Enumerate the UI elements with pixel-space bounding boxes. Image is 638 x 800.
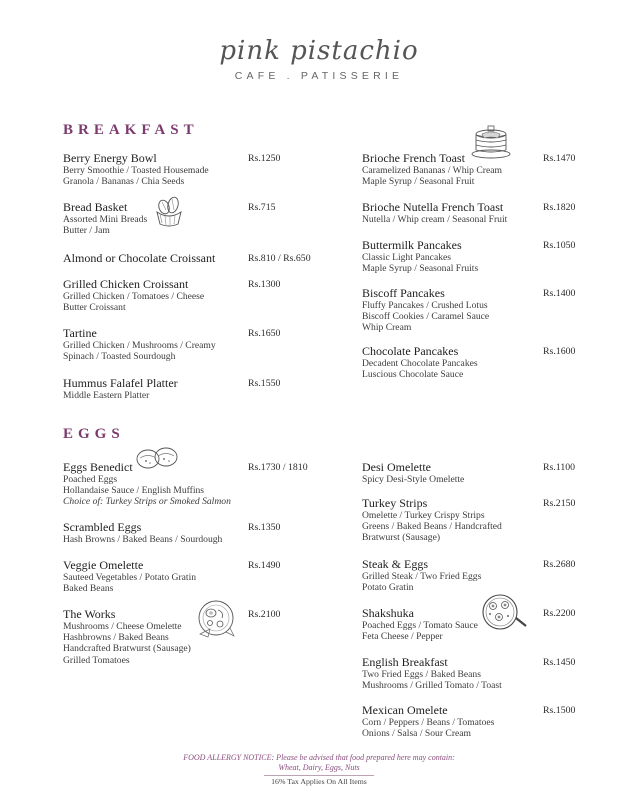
item-price: Rs.1300 [248, 279, 281, 290]
item-desc: Bratwurst (Sausage) [362, 532, 441, 544]
allergy-notice-line2: Wheat, Dairy, Eggs, Nuts [278, 763, 360, 772]
brand-name: pink pistachio [219, 36, 419, 66]
item-name: Bread Basket [63, 200, 128, 214]
item-price: Rs.1450 [543, 657, 576, 668]
item-price: Rs.1050 [543, 240, 576, 251]
item-desc: Hashbrowns / Baked Beans [63, 632, 169, 644]
item-name: Veggie Omelette [63, 558, 144, 572]
item-name: Chocolate Pancakes [362, 344, 459, 358]
item-desc: Grilled Chicken / Tomatoes / Cheese [63, 291, 205, 302]
item-desc: Granola / Bananas / Chia Seeds [63, 176, 185, 188]
item-name: The Works [63, 607, 116, 621]
item-desc: Spicy Desi-Style Omelette [362, 474, 465, 485]
item-name: Desi Omelette [362, 460, 431, 474]
item-price: Rs.1500 [543, 705, 576, 716]
item-name: Eggs Benedict [63, 460, 133, 474]
item-desc: Greens / Baked Beans / Handcrafted [362, 521, 502, 533]
item-price: Rs.2150 [543, 498, 576, 509]
item-desc: Sauteed Vegetables / Potato Gratin [63, 572, 197, 583]
item-name: Brioche Nutella French Toast [362, 200, 504, 214]
item-note: Choice of: Turkey Strips or Smoked Salmon [63, 496, 231, 508]
item-price: Rs.1730 / 1810 [248, 462, 308, 473]
item-desc: Grilled Tomatoes [63, 654, 130, 666]
item-desc: Omelette / Turkey Crispy Strips [362, 510, 485, 521]
tax-notice [0, 777, 638, 787]
item-desc: Feta Cheese / Pepper [362, 631, 443, 643]
item-desc: Berry Smoothie / Toasted Housemade [63, 165, 209, 176]
item-desc: Mushrooms / Grilled Tomato / Toast [362, 680, 502, 692]
item-desc: Decadent Chocolate Pancakes [362, 358, 478, 369]
brand-tagline: CAFE . PATISSERIE [234, 70, 404, 82]
item-name: Tartine [63, 326, 97, 340]
allergy-notice-line1: FOOD ALLERGY NOTICE: Please be advised that food prepared here may contain: [183, 753, 455, 762]
item-price: Rs.2200 [543, 608, 576, 619]
item-price: Rs.1600 [543, 346, 576, 357]
item-desc: Luscious Chocolate Sauce [362, 369, 464, 381]
item-price: Rs.1250 [248, 153, 281, 164]
item-name: Berry Energy Bowl [63, 151, 157, 165]
allergy-notice [0, 753, 638, 773]
bread-basket-sketch-icon [154, 194, 184, 228]
item-price: Rs.1100 [543, 462, 576, 473]
item-name: Brioche French Toast [362, 151, 465, 165]
item-desc: Butter Croissant [63, 302, 126, 314]
item-desc: Poached Eggs / Tomato Sauce [362, 620, 478, 631]
item-name: Steak & Eggs [362, 557, 428, 571]
item-desc: Onions / Salsa / Sour Cream [362, 728, 471, 740]
item-price: Rs.1820 [543, 202, 576, 213]
item-price: Rs.1400 [543, 288, 576, 299]
item-price: Rs.2680 [543, 559, 576, 570]
item-name: Turkey Strips [362, 496, 428, 510]
item-desc: Middle Eastern Platter [63, 390, 150, 401]
item-desc: Fluffy Pancakes / Crushed Lotus [362, 300, 488, 311]
item-name: Almond or Chocolate Croissant [63, 251, 216, 265]
shakshuka-pan-sketch-icon [480, 592, 528, 632]
item-desc: Handcrafted Bratwurst (Sausage) [63, 643, 191, 655]
item-desc: Potato Gratin [362, 582, 414, 594]
item-desc: Corn / Peppers / Beans / Tomatoes [362, 717, 495, 728]
brand-logo [0, 36, 638, 82]
item-price: Rs.1490 [248, 560, 281, 571]
tax-note: 16% Tax Applies On All Items [271, 777, 367, 786]
item-desc: Biscoff Cookies / Caramel Sauce [362, 311, 490, 323]
item-desc: Maple Syrup / Seasonal Fruits [362, 263, 479, 275]
item-desc: Maple Syrup / Seasonal Fruit [362, 176, 475, 188]
item-desc: Mushrooms / Cheese Omelette [63, 621, 182, 632]
item-name: English Breakfast [362, 655, 448, 669]
section-title-eggs: EGGS [63, 426, 125, 442]
item-desc: Spinach / Toasted Sourdough [63, 351, 176, 363]
item-desc: Hollandaise Sauce / English Muffins [63, 485, 205, 497]
item-desc: Grilled Steak / Two Fried Eggs [362, 571, 482, 582]
item-name: Grilled Chicken Croissant [63, 277, 189, 291]
item-desc: Butter / Jam [63, 225, 110, 237]
item-desc: Caramelized Bananas / Whip Cream [362, 165, 502, 176]
item-desc: Hash Browns / Baked Beans / Sourdough [63, 534, 223, 545]
item-name: Hummus Falafel Platter [63, 376, 178, 390]
item-desc: Assorted Mini Breads [63, 214, 148, 225]
full-breakfast-plate-sketch-icon [196, 598, 238, 640]
eggs-benedict-sketch-icon [134, 444, 180, 472]
item-name: Mexican Omelete [362, 703, 448, 717]
pancake-stack-sketch-icon [470, 123, 512, 159]
item-desc: Two Fried Eggs / Baked Beans [362, 669, 481, 680]
item-desc: Grilled Chicken / Mushrooms / Creamy [63, 340, 216, 351]
footer-divider [264, 775, 374, 776]
item-desc: Classic Light Pancakes [362, 252, 451, 263]
item-price: Rs.715 [248, 202, 276, 213]
item-desc: Baked Beans [63, 583, 114, 595]
item-price: Rs.2100 [248, 609, 281, 620]
item-price: Rs.1550 [248, 378, 281, 389]
item-desc: Whip Cream [362, 322, 412, 334]
section-title-breakfast: BREAKFAST [63, 122, 199, 138]
item-name: Scrambled Eggs [63, 520, 142, 534]
item-price: Rs.1350 [248, 522, 281, 533]
item-desc: Poached Eggs [63, 474, 118, 485]
item-price: Rs.810 / Rs.650 [248, 253, 311, 264]
item-name: Shakshuka [362, 606, 414, 620]
item-name: Buttermilk Pancakes [362, 238, 462, 252]
item-price: Rs.1470 [543, 153, 576, 164]
item-price: Rs.1650 [248, 328, 281, 339]
item-name: Biscoff Pancakes [362, 286, 445, 300]
item-desc: Nutella / Whip cream / Seasonal Fruit [362, 214, 508, 225]
